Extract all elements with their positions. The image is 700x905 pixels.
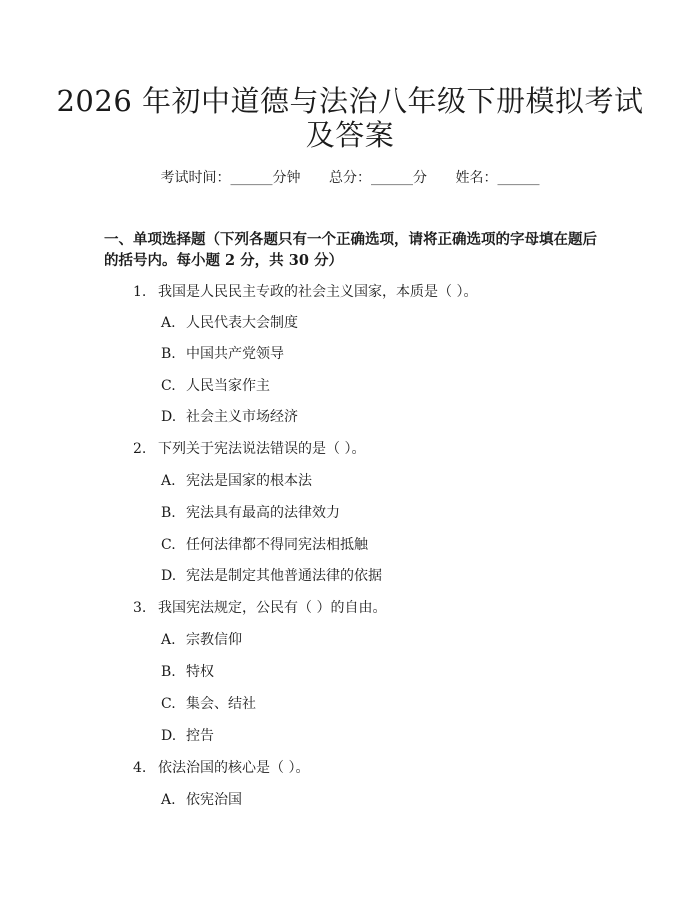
option-text: 人民当家作主 (186, 378, 270, 394)
total-score (329, 170, 427, 186)
question-2-option-a (161, 471, 312, 491)
question-number: 4. (133, 760, 147, 776)
question-2-option-b (161, 503, 340, 523)
question-text: 下列关于宪法说法错误的是（ ）。 (158, 441, 366, 457)
option-text: 控告 (186, 728, 214, 744)
option-letter: C. (161, 696, 176, 712)
total-score-blank: ______ (371, 170, 413, 186)
question-2-option-c (161, 535, 368, 555)
question-text: 依法治国的核心是（ ）。 (158, 760, 310, 776)
question-1-option-b (161, 344, 284, 364)
option-letter: A. (161, 473, 176, 489)
option-letter: A. (161, 315, 176, 331)
option-letter: A. (161, 632, 176, 648)
question-1-option-d (161, 407, 298, 427)
question-2 (133, 439, 365, 459)
exam-time (161, 170, 301, 186)
total-score-unit: 分 (413, 170, 427, 186)
question-text: 我国是人民民主专政的社会主义国家，本质是（ ）。 (158, 284, 478, 300)
question-number: 3. (133, 600, 147, 616)
exam-time-label: 考试时间： (160, 170, 231, 186)
option-text: 宗教信仰 (186, 632, 242, 648)
option-text: 人民代表大会制度 (186, 315, 298, 331)
option-letter: D. (161, 728, 177, 744)
option-letter: C. (161, 378, 176, 394)
total-score-label: 总分： (329, 170, 371, 186)
student-name-blank: ______ (497, 170, 540, 186)
question-4-option-a (161, 790, 242, 810)
option-text: 中国共产党领导 (186, 346, 284, 362)
option-text: 集会、结社 (186, 696, 256, 712)
question-4 (133, 758, 309, 778)
page-title-continued: 及答案 (305, 118, 395, 152)
option-letter: D. (161, 568, 177, 584)
question-3-option-b (161, 662, 214, 682)
section-heading-single-choice: 一、单项选择题（下列各题只有一个正确选项，请将正确选项的字母填在题后的括号内。每小题 2 分，共 30 分） (104, 231, 597, 269)
option-letter: A. (161, 792, 176, 808)
student-name-label: 姓名： (455, 170, 498, 186)
question-3-option-c (161, 694, 256, 714)
option-letter: D. (161, 409, 177, 425)
option-text: 宪法具有最高的法律效力 (186, 505, 340, 521)
student-name (455, 170, 539, 186)
question-3-option-a (161, 630, 242, 650)
page-title: 2026 年初中道德与法治八年级下册模拟考试 (56, 84, 644, 118)
option-letter: B. (161, 664, 176, 680)
question-3 (133, 598, 386, 618)
option-text: 宪法是国家的根本法 (186, 473, 312, 489)
option-letter: B. (161, 505, 176, 521)
option-letter: C. (161, 537, 176, 553)
option-text: 特权 (186, 664, 214, 680)
exam-time-unit: 分钟 (272, 170, 301, 186)
option-text: 社会主义市场经济 (186, 409, 298, 425)
question-2-option-d (161, 566, 382, 586)
exam-time-blank: ______ (230, 170, 273, 186)
question-text: 我国宪法规定，公民有（ ）的自由。 (158, 600, 387, 616)
option-text: 任何法律都不得同宪法相抵触 (186, 537, 368, 553)
question-number: 2. (133, 441, 147, 457)
exam-info-line (0, 168, 700, 188)
question-number: 1. (133, 284, 147, 300)
option-text: 宪法是制定其他普通法律的依据 (186, 568, 382, 584)
question-3-option-d (161, 726, 214, 746)
option-text: 依宪治国 (186, 792, 242, 808)
question-1-option-a (161, 313, 298, 333)
question-1-option-c (161, 376, 270, 396)
question-1 (133, 282, 477, 302)
option-letter: B. (161, 346, 176, 362)
